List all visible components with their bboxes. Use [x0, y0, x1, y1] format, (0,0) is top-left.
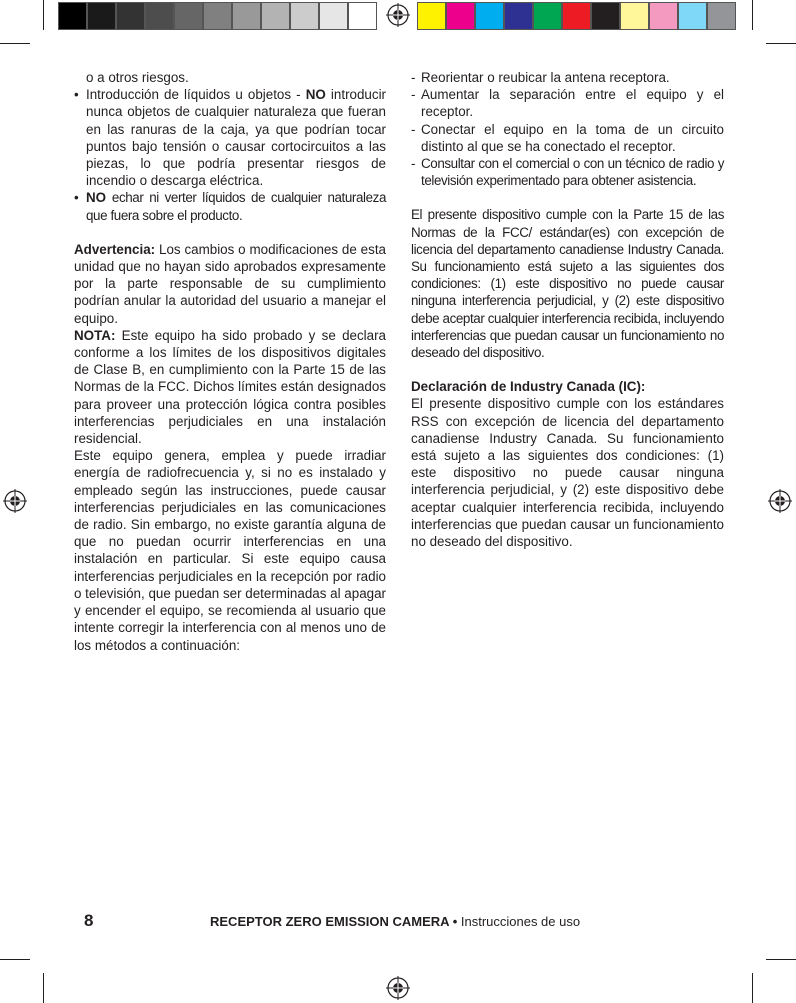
note-label: NOTA:	[74, 327, 116, 343]
note-paragraph: NOTA: Este equipo ha sido probado y se declara conforme a los límites de los dispositivos digitales de Clase B, en cumplimiento con la Parte 15 de las Normas de la FCC. Dichos límites están designados para proveer una protección lógica contra posibles interferencias perjudiciales en una instalación residencial.	[74, 327, 386, 447]
method-item: - Consultar con el comercial o con un técnico de radio y televisión experimentado para obtener asistencia.	[411, 156, 724, 189]
registration-mark-icon	[3, 489, 27, 513]
crop-mark	[752, 0, 753, 30]
color-swatch	[591, 2, 620, 30]
page-number: 8	[84, 911, 94, 930]
crop-mark	[752, 973, 753, 1003]
crop-mark	[766, 43, 796, 44]
gray-swatch	[116, 2, 145, 30]
registration-mark-icon	[386, 3, 410, 27]
ic-paragraph: El presente dispositivo cumple con los estándares RSS con excepción de licencia del departamento canadiense Industry Canada. Su funcionamiento está sujeto a las siguientes dos condiciones: (1) este dispositivo no puede causar ninguna interferencia perjudicial, y (2) este dispositivo debe aceptar cualquier interferencia recibida, incluyendo interferencias que puedan causar un funcionamiento no deseado del dispositivo.	[411, 396, 724, 550]
color-swatch	[678, 2, 707, 30]
crop-mark	[0, 959, 30, 960]
crop-mark	[43, 0, 44, 30]
method-item: - Aumentar la separación entre el equipo y el receptor.	[411, 87, 724, 120]
color-swatch	[562, 2, 591, 30]
gray-swatch	[174, 2, 203, 30]
left-column	[74, 69, 386, 654]
color-swatch	[620, 2, 649, 30]
color-swatch	[504, 2, 533, 30]
bullet-no-liquids: • NO echar ni verter líquidos de cualquier naturaleza que fuera sobre el producto.	[74, 190, 386, 223]
crop-mark	[766, 959, 796, 960]
warning-label: Advertencia:	[74, 241, 156, 257]
gray-swatch	[348, 2, 377, 30]
method-item: - Reorientar o reubicar la antena receptora.	[411, 70, 670, 85]
continued-text: o a otros riesgos.	[86, 70, 189, 85]
color-swatch	[475, 2, 504, 30]
registration-mark-icon	[768, 489, 792, 513]
gray-swatch	[261, 2, 290, 30]
registration-mark-icon	[386, 976, 410, 1000]
bullet-icon: •	[74, 190, 79, 206]
gray-swatch	[58, 2, 87, 30]
color-swatch	[446, 2, 475, 30]
color-swatch	[417, 2, 446, 30]
interference-paragraph: Este equipo genera, emplea y puede irradiar energía de radiofrecuencia y, si no es instalado y empleado según las instrucciones, puede causar interferencias perjudiciales en las comunicaciones de radio. Sin embargo, no existe garantía alguna de que no puedan ocurrir interferencias en una instalación en particular. Si este equipo causa interferencias perjudiciales en la recepción por radio o televisión, que puedan ser determinadas al apagar y encender el equipo, se recomienda al usuario que intente corregir la interferencia con al menos uno de los métodos a continuación:	[74, 448, 386, 653]
fcc-compliance-paragraph: El presente dispositivo cumple con la Parte 15 de las Normas de la FCC/ estándar(es) con excepción de licencia del departamento canadiense Industry Canada. Su funcionamiento está sujeto a las siguientes dos condiciones: (1) este dispositivo no puede causar ninguna interferencia perjudicial, y (2) este dispositivo debe aceptar cualquier interferencia recibida, incluyendo interferencias que puedan causar un funcionamiento no deseado del dispositivo.	[411, 207, 724, 361]
ic-heading: Declaración de Industry Canada (IC):	[411, 379, 646, 395]
gray-swatch	[145, 2, 174, 30]
gray-swatch	[290, 2, 319, 30]
gray-swatch	[87, 2, 116, 30]
right-column	[411, 69, 724, 550]
bullet-icon: •	[74, 87, 79, 103]
color-swatch	[533, 2, 562, 30]
bullet-liquids-objects: • Introducción de líquidos u objetos - NO introducir nunca objetos de cualquier naturaleza que fueran en las ranuras de la caja, ya que podrían tocar puntos bajo tensión o causar cortocircuitos a las piezas, lo que podría presentar riesgos de incendio o descarga eléctrica.	[74, 87, 387, 189]
color-swatch	[649, 2, 678, 30]
footer-title: RECEPTOR ZERO EMISSION CAMERA • Instrucciones de uso	[210, 914, 581, 929]
warning-paragraph: Advertencia: Los cambios o modificaciones de esta unidad que no hayan sido aprobados expresamente por la parte responsable de su cumplimiento podrían anular la autoridad del usuario a manejar el equipo.	[74, 241, 386, 326]
gray-swatch	[203, 2, 232, 30]
color-swatch	[707, 2, 736, 30]
method-item: - Conectar el equipo en la toma de un circuito distinto al que se ha conectado el receptor.	[411, 121, 724, 154]
crop-mark	[0, 43, 30, 44]
crop-mark	[43, 973, 44, 1003]
gray-swatch	[319, 2, 348, 30]
gray-swatch	[232, 2, 261, 30]
